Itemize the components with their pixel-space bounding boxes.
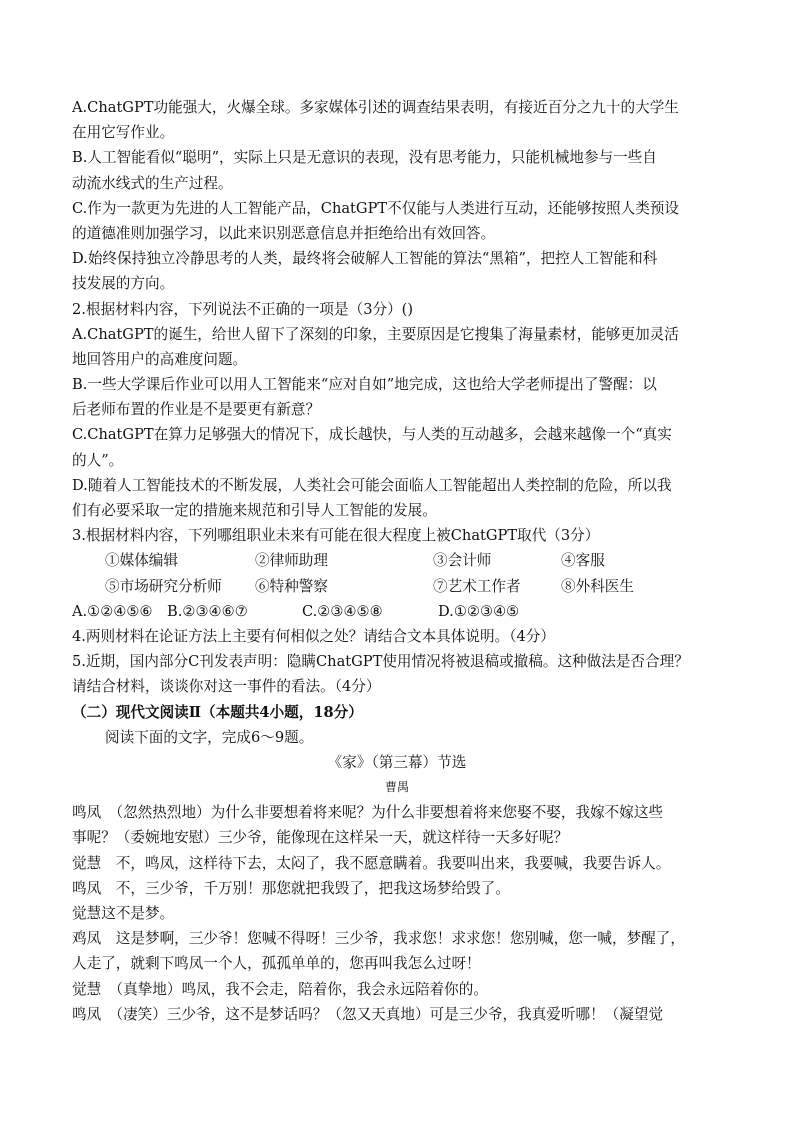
option-b: B.②③④⑥⑦ [167, 602, 248, 620]
text-line: A.ChatGPT的诞生，给世人留下了深刻的印象，主要原因是它搜集了海量素材，能够更加灵活 [72, 325, 679, 343]
dialogue-line: 鸣凤 （凄笑）三少爷，这不是梦话吗？（忽又天真地）可是三少爷，我真爱听哪！（凝望觉 [72, 1005, 664, 1023]
text-line: D.随着人工智能技术的不断发展，人类社会可能会面临人工智能超出人类控制的危险，所以我 [72, 476, 672, 494]
text-line: 请结合材料，谈谈你对这一事件的看法。（4分） [72, 678, 381, 696]
text-line: 技发展的方向。 [72, 275, 175, 293]
dialogue-line: 人走了，就剩下鸣凤一个人，孤孤单单的，您再叫我怎么过呀！ [72, 955, 481, 973]
text-line: B.一些大学课后作业可以用人工智能来“应对自如”地完成，这也给大学老师提出了警醒：以 [72, 376, 657, 394]
reading-instruction: 阅读下面的文字，完成6～9题。 [105, 728, 314, 746]
text-line: A.ChatGPT功能强大，火爆全球。多家媒体引述的调查结果表明，有接近百分之九十的大学生 [72, 99, 679, 116]
job-item: ①媒体编辑 [105, 552, 178, 570]
option-a: A.①②④⑤⑥ [72, 602, 153, 620]
job-list-row-2 [72, 574, 722, 599]
excerpt-title: 《家》（第三幕）节选 [327, 753, 467, 771]
dialogue-line: 事呢？（委婉地安慰）三少爷，能像现在这样呆一天，就这样待一天多好呢？ [72, 829, 569, 847]
text-line: 的人”。 [72, 451, 124, 469]
text-line: 动流水线式的生产过程。 [72, 174, 233, 192]
document-page [72, 95, 722, 1027]
job-list-row-1 [72, 548, 722, 573]
job-item: ⑧外科医生 [561, 577, 634, 595]
text-line: B.人工智能看似“聪明”，实际上只是无意识的表现，没有思考能力，只能机械地参与一些自 [72, 149, 657, 167]
answer-options [72, 599, 722, 624]
option-c: C.②③④⑤⑧ [302, 602, 383, 620]
dialogue-line: 觉慧这不是梦。 [72, 905, 175, 922]
job-item: ④客服 [561, 552, 605, 570]
option-d: D.①②③④⑤ [438, 602, 520, 620]
text-line: 在用它写作业。 [72, 124, 175, 142]
dialogue-line: 鸡凤 这是梦啊，三少爷！您喊不得呀！三少爷，我求您！求求您！您别喊，您一喊，梦醒了， [72, 930, 685, 948]
question-4: 4.两则材料在论证方法上主要有何相似之处？请结合文本具体说明。（4分） [72, 627, 555, 645]
dialogue-line: 觉慧 不，鸣凤，这样待下去，太闷了，我不愿意瞒着。我要叫出来，我要喊，我要告诉人。 [72, 854, 671, 872]
text-line: C.ChatGPT在算力足够强大的情况下，成长越快，与人类的互动越多，会越来越像一个“真实 [72, 426, 672, 444]
job-item: ⑥特种警察 [255, 577, 328, 595]
question-5: 5.近期，国内部分C刊发表声明：隐瞒ChatGPT使用情况将被退稿或撤稿。这种做法是否合理？ [72, 653, 689, 671]
question-3: 3.根据材料内容，下列哪组职业未来有可能在很大程度上被ChatGPT取代（3分） [72, 527, 600, 545]
text-line: 后老师布置的作业是不是要更有新意？ [72, 401, 321, 419]
question-2: 2.根据材料内容，下列说法不正确的一项是（3分）() [72, 300, 414, 318]
excerpt-author: 曹禺 [384, 780, 409, 795]
text-line: 们有必要采取一定的措施来规范和引导人工智能的发展。 [72, 502, 437, 519]
section-heading: （二）现代文阅读Ⅱ（本题共4小题，18分） [72, 703, 363, 721]
text-line: 的道德准则加强学习，以此来识别恶意信息并拒绝给出有效回答。 [72, 224, 496, 242]
text-line: C.作为一款更为先进的人工智能产品，ChatGPT不仅能与人类进行互动，还能够按照人类预设 [72, 199, 680, 217]
job-item: ⑦艺术工作者 [433, 577, 521, 595]
dialogue-line: 鸣凤 不，三少爷，千万别！那您就把我毁了，把我这场梦给毁了。 [72, 879, 510, 897]
dialogue-line: 鸣凤 （忽然热烈地）为什么非要想着将来呢？为什么非要想着将来您娶不娶，我嫁不嫁这些 [72, 804, 664, 822]
job-item: ⑤市场研究分析师 [105, 577, 222, 595]
dialogue-line: 觉慧 （真挚地）鸣凤，我不会走，陪着你，我会永远陪着你的。 [72, 980, 488, 998]
text-line: D.始终保持独立冷静思考的人类，最终将会破解人工智能的算法“黑箱”，把控人工智能和科 [72, 250, 658, 268]
job-item: ②律师助理 [255, 552, 328, 570]
job-item: ③会计师 [433, 552, 492, 570]
text-line: 地回答用户的高难度问题。 [72, 350, 248, 368]
